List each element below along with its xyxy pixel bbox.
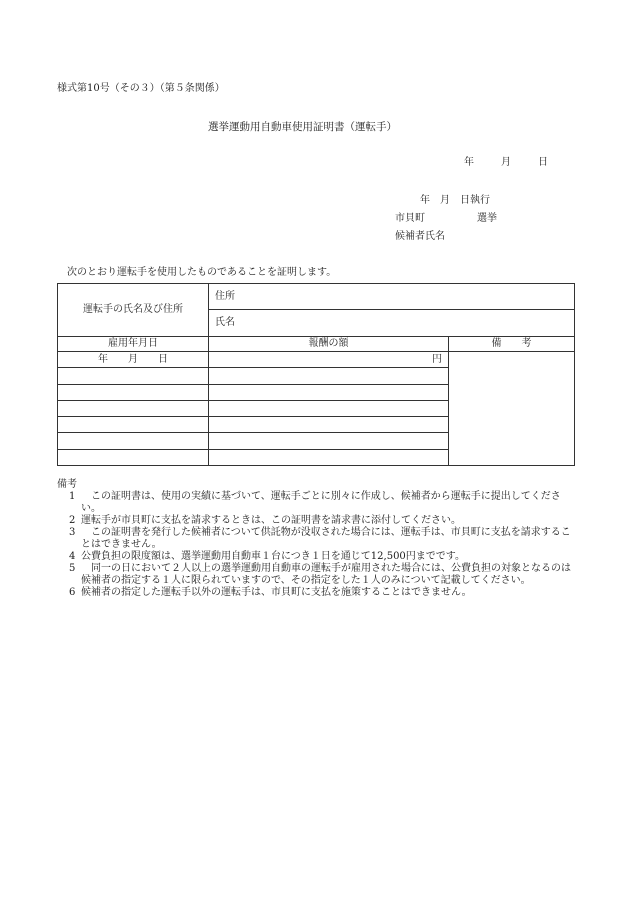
document-title: 選挙運動用自動車使用証明書（運転手） [208, 121, 397, 133]
pay-cell[interactable] [209, 352, 449, 368]
notes-section [57, 479, 577, 599]
driver-label-cell [58, 284, 209, 337]
pay-cell[interactable] [209, 417, 449, 433]
pay-cell[interactable] [209, 433, 449, 449]
date-cell[interactable] [58, 368, 209, 384]
note-item [57, 515, 577, 527]
form-number: 様式第10号（その３）（第５条関係） [57, 83, 225, 94]
address-label: 住所 [215, 290, 235, 302]
note-text: 候補者の指定した運転手以外の運転手は、市貝町に支払を施策することはできません。 [81, 587, 472, 598]
election-date: 年 月 日執行 [420, 195, 490, 206]
remarks-cell[interactable] [449, 352, 575, 466]
date-placeholder: 年 月 日 [98, 353, 168, 365]
col-header-date [58, 336, 209, 351]
pay-cell[interactable] [209, 384, 449, 400]
election-town: 市貝町 [395, 213, 425, 224]
note-number: 5 [69, 563, 76, 574]
driver-label: 運転手の氏名及び住所 [83, 303, 183, 315]
col-header-pay-label: 報酬の額 [308, 337, 349, 349]
pay-cell[interactable] [209, 400, 449, 416]
pay-cell[interactable] [209, 449, 449, 465]
usage-table [57, 283, 575, 466]
date-cell[interactable] [58, 449, 209, 465]
pay-cell[interactable] [209, 368, 449, 384]
address-cell[interactable] [209, 284, 575, 310]
note-item [57, 551, 577, 563]
note-number: 6 [69, 587, 76, 598]
note-text: この証明書は、使用の実績に基づいて、運転手ごとに別々に作成し、候補者から運転手に提出してください。 [81, 491, 561, 514]
date-cell[interactable] [58, 433, 209, 449]
name-label: 氏名 [215, 317, 235, 329]
note-text: 同一の日において２人以上の選挙運動用自動車の運転手が雇用された場合には、公費負担の対象となるのは候補者の指定する１人に限られていますので、その指定をした１人のみについて記載してください。 [81, 563, 571, 586]
issue-month-label: 月 [501, 157, 511, 168]
note-item [57, 527, 577, 551]
col-header-date-label: 雇用年月日 [108, 337, 158, 349]
issue-year-label: 年 [464, 157, 474, 168]
note-item [57, 491, 577, 515]
note-number: 4 [69, 551, 76, 562]
col-header-remarks-label: 備 考 [491, 337, 532, 349]
date-cell[interactable] [58, 352, 209, 368]
yen-unit: 円 [432, 353, 442, 365]
note-number: 3 [69, 527, 76, 538]
name-cell[interactable] [209, 310, 575, 336]
note-text: この証明書を発行した候補者について供託物が没収された場合には、運転手は、市貝町に支払を請求することはできません。 [81, 527, 571, 550]
note-item [57, 563, 577, 587]
date-cell[interactable] [58, 384, 209, 400]
election-label: 選挙 [477, 213, 497, 224]
date-cell[interactable] [58, 417, 209, 433]
candidate-name-label: 候補者氏名 [395, 231, 445, 242]
col-header-remarks [449, 336, 575, 351]
col-header-pay [209, 336, 449, 351]
note-text: 公費負担の限度額は、選挙運動用自動車１台につき１日を通じて12,500円までです。 [81, 551, 465, 562]
notes-title: 備考 [57, 479, 77, 490]
note-number: 1 [69, 491, 76, 502]
note-text: 運転手が市貝町に支払を請求するときは、この証明書を請求書に添付してください。 [81, 515, 461, 526]
intro-statement: 次のとおり運転手を使用したものであることを証明します。 [67, 267, 337, 278]
table-row [58, 352, 575, 368]
note-number: 2 [69, 515, 76, 526]
note-item [57, 587, 577, 599]
date-cell[interactable] [58, 400, 209, 416]
issue-day-label: 日 [538, 157, 548, 168]
